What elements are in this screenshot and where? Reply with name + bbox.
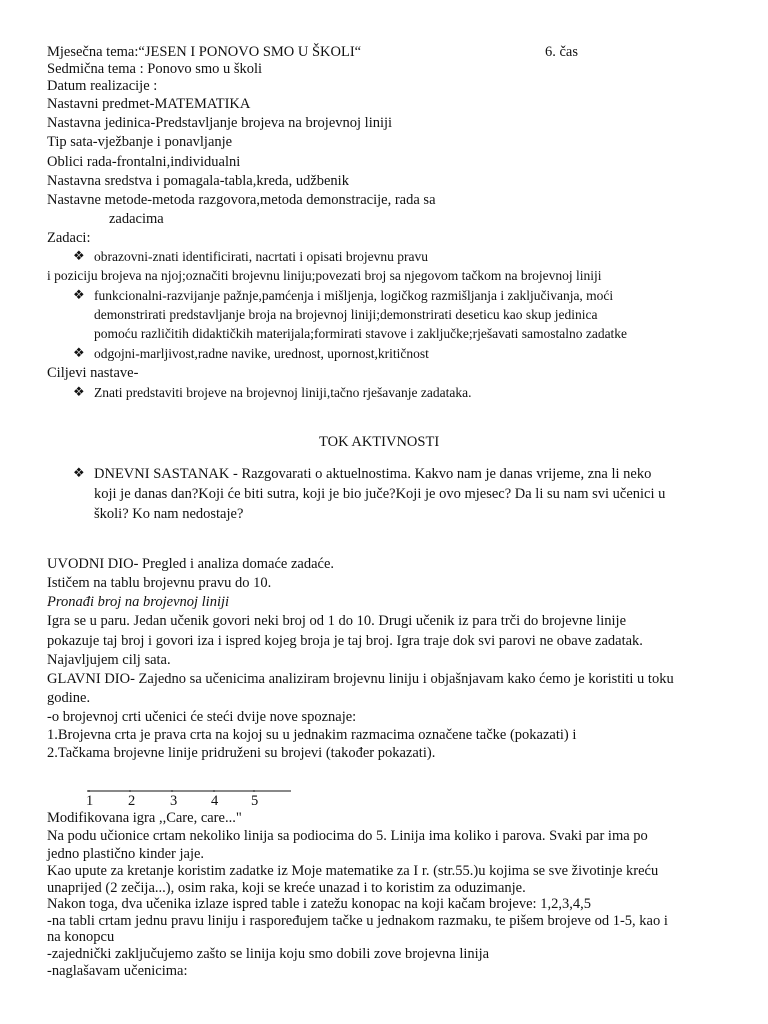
- main-line: Nakon toga, dva učenika izlaze ispred table i zatežu konopac na koji kačam brojeve: 1,2,3,4,5: [47, 896, 591, 912]
- bullet-icon: ❖: [73, 345, 85, 360]
- main-line: unaprijed (2 zečija...), osim raka, koji se kreće unazad i to koristim za oduzimanje.: [47, 880, 526, 896]
- number-line-label: 1: [86, 793, 94, 809]
- intro-line: Igra se u paru. Jedan učenik govori neki broj od 1 do 10. Drugi učenik iz para trči do brojevne linije: [47, 613, 627, 629]
- bullet-icon: ❖: [73, 287, 85, 302]
- number-line-label: 4: [211, 793, 219, 809]
- task-functional-line3: pomoću različitih didaktičkih materijala;formirati stavove i zaključke;rješavati samostalno zadatke: [94, 326, 628, 341]
- number-line-drawing: [86, 781, 292, 793]
- number-line-label: 3: [170, 793, 178, 809]
- daily-meeting: DNEVNI SASTANAK - Razgovarati o aktuelnostima. Kakvo nam je danas vrijeme, zna li neko: [94, 466, 652, 482]
- teaching-methods-cont: zadacima: [109, 211, 164, 227]
- intro-heading: UVODNI DIO- Pregled i analiza domaće zadaće.: [47, 556, 335, 572]
- teaching-unit: Nastavna jedinica-Predstavljanje brojeva na brojevnoj liniji: [47, 115, 393, 131]
- number-line-label: 5: [251, 793, 259, 809]
- main-line: Kao upute za kretanje koristim zadatke iz Moje matematike za I r. (str.55.)u kojima se sve životinje kreću: [47, 863, 659, 879]
- main-line: -na tabli crtam jednu pravu liniju i raspoređujem tačke u jednakom razmaku, te pišem brojeve od 1-5, kao i: [47, 913, 668, 929]
- subject: Nastavni predmet-MATEMATIKA: [47, 96, 251, 112]
- teaching-aids: Nastavna sredstva i pomagala-tabla,kreda, udžbenik: [47, 173, 349, 189]
- task-upbringing: odgojni-marljivost,radne navike, urednost, upornost,kritičnost: [94, 346, 429, 361]
- intro-line: Najavljujem cilj sata.: [47, 652, 171, 668]
- main-line: -o brojevnoj crti učenici će steći dvije nove spoznaje:: [47, 709, 357, 725]
- bullet-icon: ❖: [73, 248, 85, 263]
- main-line: 2.Tačkama brojevne linije pridruženi su brojevi (također pokazati).: [47, 745, 436, 761]
- main-heading: GLAVNI DIO- Zajedno sa učenicima analiziram brojevnu liniju i objašnjavam kako ćemo je koristiti u toku: [47, 671, 674, 687]
- main-line: jedno plastično kinder jaje.: [47, 846, 205, 862]
- daily-meeting-line2: koji je danas dan?Koji će biti sutra, koji je bio juče?Koji je ovo mjesec? Da li su nam svi učenici u: [94, 486, 666, 502]
- main-line: godine.: [47, 690, 91, 706]
- task-educational-cont: i poziciju brojeva na njoj;označiti brojevnu liniju;povezati broj sa njegovom tačkom na brojevnoj liniji: [47, 268, 602, 283]
- game-title: Pronađi broj na brojevnoj liniji: [47, 594, 230, 610]
- work-forms: Oblici rada-frontalni,individualni: [47, 154, 241, 170]
- game-title: Modifikovana igra ,,Care, care...": [47, 810, 242, 826]
- section-title: TOK AKTIVNOSTI: [319, 434, 440, 450]
- bullet-icon: ❖: [73, 384, 85, 399]
- weekly-theme: Sedmična tema : Ponovo smo u školi: [47, 61, 263, 77]
- main-line: 1.Brojevna crta je prava crta na kojoj su u jednakim razmacima označene tačke (pokazati) i: [47, 727, 577, 743]
- date-label: Datum realizacije :: [47, 78, 158, 94]
- lesson-type: Tip sata-vježbanje i ponavljanje: [47, 134, 233, 150]
- task-educational: obrazovni-znati identificirati, nacrtati i opisati brojevnu pravu: [94, 249, 429, 264]
- main-line: -naglašavam učenicima:: [47, 963, 188, 979]
- main-line: na konopcu: [47, 929, 115, 945]
- intro-line: pokazuje taj broj i govori iza i ispred kojeg broja je taj broj. Igra traje dok svi parovi ne obave zadatak.: [47, 633, 643, 649]
- goals-label: Ciljevi nastave-: [47, 365, 139, 381]
- lesson-number: 6. čas: [545, 44, 579, 60]
- monthly-theme: Mjesečna tema:“JESEN I PONOVO SMO U ŠKOLI“: [47, 44, 362, 60]
- tasks-label: Zadaci:: [47, 230, 91, 246]
- daily-meeting-line3: školi? Ko nam nedostaje?: [94, 506, 244, 522]
- main-line: -zajednički zaključujemo zašto se linija koju smo dobili zove brojevna linija: [47, 946, 490, 962]
- task-functional-line2: demonstrirati predstavljanje broja na brojevnoj liniji;demonstrirati deseticu kao skup jedinica: [94, 307, 598, 322]
- intro-line: Ističem na tablu brojevnu pravu do 10.: [47, 575, 272, 591]
- number-line-label: 2: [128, 793, 136, 809]
- main-line: Na podu učionice crtam nekoliko linija sa podiocima do 5. Linija ima koliko i parova. Svaki par ima po: [47, 828, 648, 844]
- teaching-methods: Nastavne metode-metoda razgovora,metoda demonstracije, rada sa: [47, 192, 436, 208]
- task-functional: funkcionalni-razvijanje pažnje,pamćenja i mišljenja, logičkog razmišljanja i zaključivanja, moći: [94, 288, 614, 303]
- bullet-icon: ❖: [73, 465, 85, 480]
- goal-item: Znati predstaviti brojeve na brojevnoj liniji,tačno rješavanje zadataka.: [94, 385, 472, 400]
